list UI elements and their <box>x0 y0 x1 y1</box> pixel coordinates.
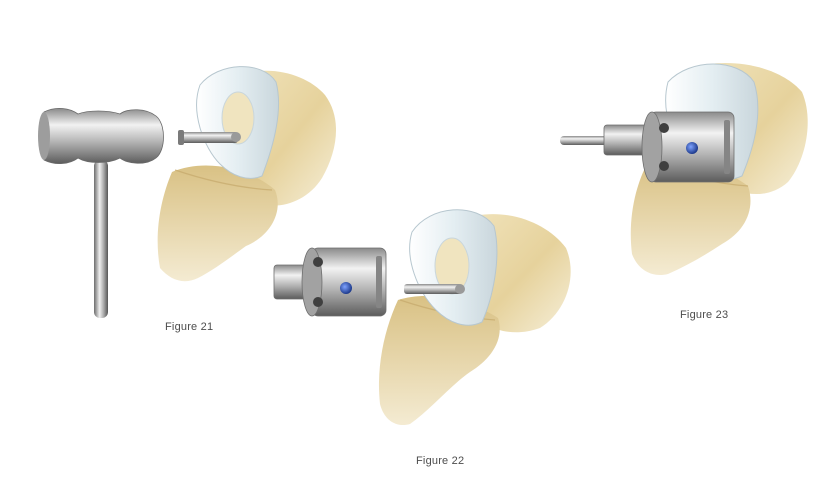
figure-21-caption: Figure 21 <box>165 321 214 333</box>
figure-22-graphic <box>274 210 571 425</box>
tibia-bone-21 <box>158 166 278 282</box>
implant-post-21 <box>180 132 238 143</box>
implant-post-22 <box>404 284 462 294</box>
mallet <box>38 108 164 318</box>
figure-23-caption: Figure 23 <box>680 309 729 321</box>
impactor-with-handle <box>560 112 734 182</box>
blue-screw-23 <box>686 142 698 154</box>
impactor-head-22 <box>274 248 386 316</box>
figure-23-graphic <box>560 63 808 275</box>
blue-screw-22 <box>340 282 352 294</box>
figure-22-caption: Figure 22 <box>416 455 465 467</box>
